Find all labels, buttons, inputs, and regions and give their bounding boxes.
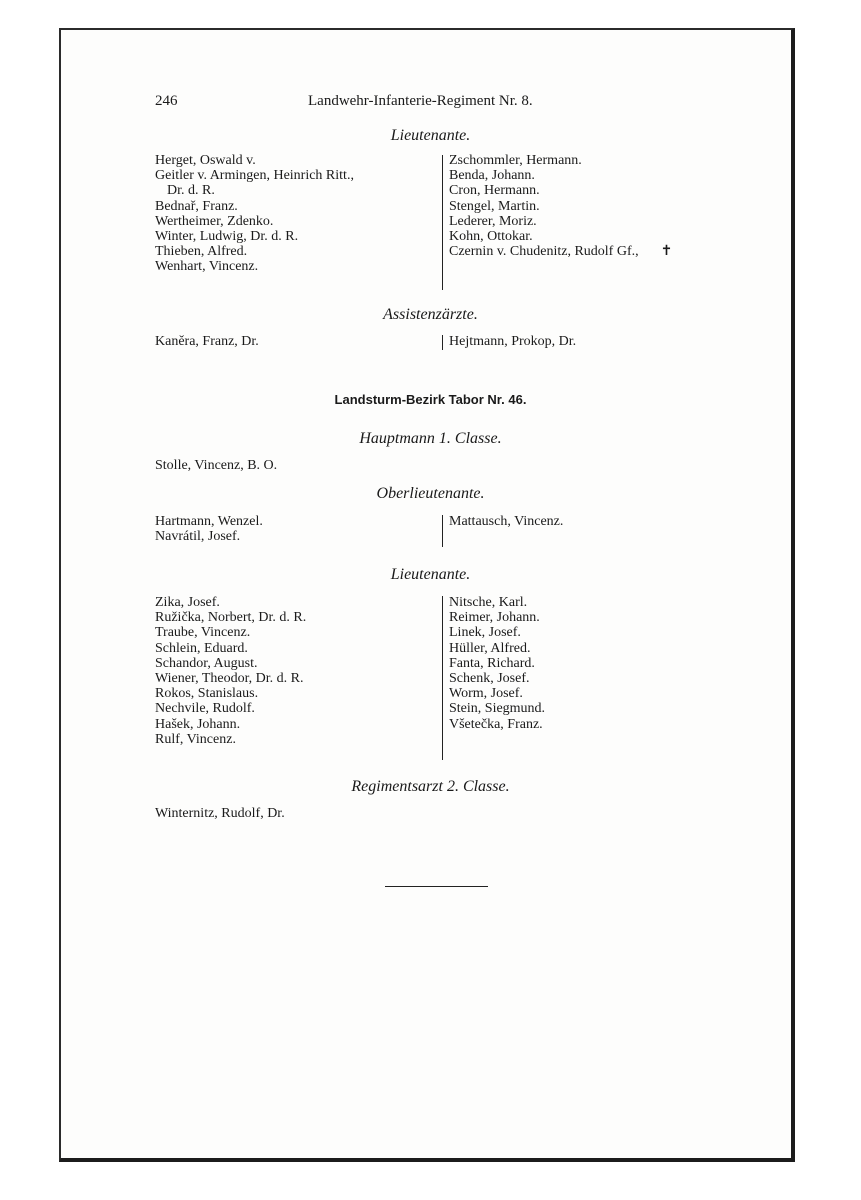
list-item: Všetečka, Franz.: [449, 716, 543, 732]
list-item: Rulf, Vincenz.: [155, 731, 236, 747]
column-divider: [442, 335, 443, 350]
list-item: Bednař, Franz.: [155, 198, 238, 214]
list-item: Lederer, Moriz.: [449, 213, 537, 229]
list-item: Kaněra, Franz, Dr.: [155, 334, 259, 349]
assistants-heading: Assistenzärzte.: [383, 306, 478, 323]
list-item: Worm, Josef.: [449, 686, 523, 702]
first-lieutenants-right-column: [449, 514, 563, 529]
list-item: Reimer, Johann.: [449, 610, 540, 626]
list-item: Benda, Johann.: [449, 168, 535, 184]
list-item: Navrátil, Josef.: [155, 529, 241, 545]
end-rule: [385, 886, 488, 887]
list-item: Rokos, Stanislaus.: [155, 686, 259, 702]
list-item: Hüller, Alfred.: [449, 640, 531, 656]
column-divider: [442, 155, 443, 290]
column-divider: [442, 596, 443, 760]
cross-icon: ✝: [660, 244, 673, 260]
list-item: Ružička, Norbert, Dr. d. R.: [155, 610, 307, 626]
list-item: Hartmann, Wenzel.: [155, 514, 263, 529]
first-lieutenants-left-column: [155, 514, 263, 544]
list-item: Kohn, Ottokar.: [449, 229, 533, 245]
list-item: Thieben, Alfred.: [155, 244, 248, 260]
list-item: Stolle, Vincenz, B. O.: [155, 458, 278, 473]
list-item: [449, 244, 672, 259]
regimental-doctor-heading: Regimentsarzt 2. Classe.: [351, 778, 510, 795]
list-item: Stengel, Martin.: [449, 198, 540, 214]
list-item: Winter, Ludwig, Dr. d. R.: [155, 229, 299, 245]
assistants-left-column: [155, 334, 259, 349]
list-item: Linek, Josef.: [449, 625, 521, 641]
list-item: Wenhart, Vincenz.: [155, 259, 259, 275]
captain-heading: Hauptmann 1. Classe.: [359, 430, 502, 447]
list-item: Zschommler, Hermann.: [449, 153, 582, 168]
assistants-right-column: [449, 334, 576, 349]
list-item: Zika, Josef.: [155, 595, 220, 610]
list-item: Winternitz, Rudolf, Dr.: [155, 806, 285, 821]
list-item: Stein, Siegmund.: [449, 701, 546, 717]
list-item: Nechvile, Rudolf.: [155, 701, 255, 717]
district-lieutenants-right-column: [449, 595, 545, 732]
lieutenants-left-column: [155, 153, 354, 275]
list-item-text: Czernin v. Chudenitz, Rudolf Gf.,: [449, 244, 639, 260]
district-lieutenants-left-column: [155, 595, 306, 747]
list-item: Herget, Oswald v.: [155, 153, 256, 168]
list-item: Schenk, Josef.: [449, 671, 530, 687]
column-divider: [442, 515, 443, 547]
running-title: Landwehr-Infanterie-Regiment Nr. 8.: [308, 93, 533, 109]
list-item: Schlein, Eduard.: [155, 640, 248, 656]
list-item: Wertheimer, Zdenko.: [155, 213, 274, 229]
list-item: Schandor, August.: [155, 655, 258, 671]
first-lieutenants-heading: Oberlieutenante.: [376, 485, 485, 502]
list-item: Dr. d. R.: [167, 183, 215, 199]
list-item: Mattausch, Vincenz.: [449, 514, 564, 529]
list-item: Nitsche, Karl.: [449, 595, 528, 610]
list-item: Geitler v. Armingen, Heinrich Ritt.,: [155, 168, 354, 184]
list-item: Hašek, Johann.: [155, 716, 241, 732]
page-number: 246: [155, 93, 178, 109]
list-item: Traube, Vincenz.: [155, 625, 251, 641]
list-item: Cron, Hermann.: [449, 183, 540, 199]
list-item: Hejtmann, Prokop, Dr.: [449, 334, 577, 349]
list-item: Wiener, Theodor, Dr. d. R.: [155, 671, 304, 687]
regimental-doctor-column: [155, 806, 285, 821]
lieutenants-right-column: [449, 153, 672, 259]
lieutenants-heading: Lieutenante.: [390, 127, 471, 144]
district-lieutenants-heading: Lieutenante.: [390, 566, 471, 583]
district-title: Landsturm-Bezirk Tabor Nr. 46.: [334, 392, 527, 407]
captain-column: [155, 458, 277, 473]
list-item: Fanta, Richard.: [449, 655, 535, 671]
